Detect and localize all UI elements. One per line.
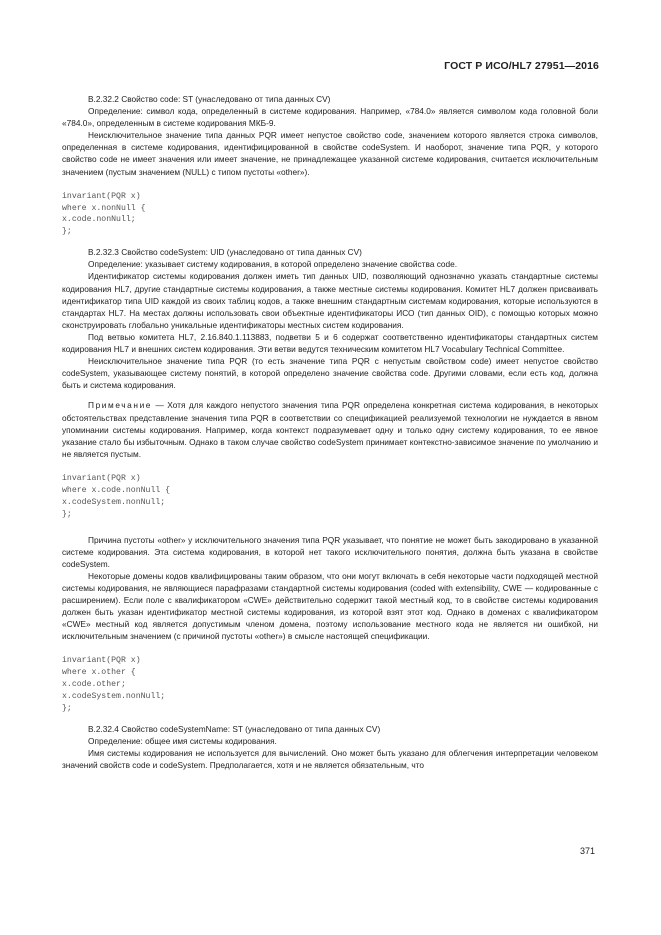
body-paragraph: Причина пустоты «other» у исключительного значения типа PQR указывает, что понятие не может быть закодировано в указанной системе кодирования. Эта система кодирования, в которой нет такого исключительного понятия, должна быть указана в свойстве codeSystem.	[62, 534, 598, 569]
code-line: invariant(PQR x)	[62, 656, 141, 666]
body-paragraph: Идентификатор системы кодирования должен иметь тип данных UID, позволяющий однозначно указать стандартные системы кодирования HL7, другие стандартные системы кодирования, а также местные системы кодирования. Комитет HL7 должен присваивать идентификатор типа UID каждой из своих таблиц кодов, а также внешним стандартным системам кодирования, которые используются в стандартах HL7. На местах должны использовать свои объектные идентификаторы ИСО (тип данных OID), с помощью которых можно сконструировать глобально уникальные идентификаторы местных систем кодирования.	[62, 271, 598, 330]
code-line: where x.other {	[62, 668, 136, 678]
page-number: 371	[580, 846, 596, 856]
body-paragraph: Имя системы кодирования не используется для вычислений. Оно может быть указано для облегчения интерпретации человеком значений свойств code и codeSystem. Предполагается, хотя и не является обязательным, что	[62, 748, 598, 771]
code-block	[62, 473, 598, 521]
definition-paragraph: Определение: символ кода, определенный в системе кодирования. Например, «784.0» является символом кода головной боли «784.0», определенным в системе кодирования МКБ-9.	[62, 106, 598, 129]
body-paragraph: Некоторые домены кодов квалифицированы таким образом, что они могут включать в себя некоторые части подходящей местной системы кодирования, не являющиеся парафразами стандартной системы кодирования (coded with extensibility, CWE — кодированные с расширением). Если поле с квалификатором «CWE» действительно содержит такой местный код, то в свойстве системы кодирования должен быть указан идентификатор местной системы кодирования, из которой взят этот код. Однако в доменах с квалификатором «CWE» местный код является допустимым членом домена, поэтому использование местного кода не является ни ошибкой, ни исключительным значением (с причиной пустоты «other») в смысле настоящей спецификации.	[62, 570, 598, 642]
body-paragraph: Неисключительное значение типа PQR (то есть значение типа PQR с непустым свойством code) имеет непустое свойство codeSystem, указывающее систему понятий, в которой определено значение свойства code. Другими словами, если есть код, должна быть и система кодирования.	[62, 356, 598, 391]
code-block	[62, 191, 598, 239]
document-header: ГОСТ Р ИСО/HL7 27951—2016	[444, 60, 599, 72]
note-paragraph	[62, 399, 598, 459]
code-line: where x.code.nonNull {	[62, 485, 171, 495]
page-content	[62, 93, 598, 771]
code-line: invariant(PQR x)	[62, 473, 141, 483]
body-paragraph: Неисключительное значение типа данных PQR имеет непустое свойство code, значением которого является строка символов, определенная в системе кодирования, идентифицированной в свойстве codeSystem. И наоборот, значение типа PQR, у которого свойство code не имеет значения или имеет значение, не принадлежащее указанной системе кодирования, считается исключительным значением (пустым значением (NULL) с типом пустоты «other»).	[62, 130, 598, 177]
code-block	[62, 655, 598, 715]
note-text: — Хотя для каждого непустого значения типа PQR определена конкретная система кодирования, в некоторых обстоятельствах представление значения типа PQR в соответствии со спецификацией реализуемой технологии не нуждается в явном упоминании системы кодирования. Например, когда контекст подразумевает одну и только одну систему кодирования, то ее явное указание стало бы избыточным. Однако в таком случае свойство codeSystem принимает контекстно-зависимое значение по умолчанию и не является пустым.	[62, 400, 598, 459]
code-line: };	[62, 703, 72, 713]
section-heading: B.2.32.4 Свойство codeSystemName: ST (унаследовано от типа данных CV)	[88, 723, 381, 734]
code-line: invariant(PQR x)	[62, 191, 141, 201]
section-heading: B.2.32.3 Свойство codeSystem: UID (унаследовано от типа данных CV)	[88, 247, 362, 258]
section-heading: B.2.32.2 Свойство code: ST (унаследовано от типа данных CV)	[88, 94, 331, 104]
code-line: x.codeSystem.nonNull;	[62, 692, 166, 702]
code-line: x.code.other;	[62, 680, 126, 690]
code-line: };	[62, 509, 72, 519]
code-line: };	[62, 227, 72, 237]
code-line: x.code.nonNull;	[62, 215, 136, 225]
body-paragraph: Под ветвью комитета HL7, 2.16.840.1.113883, подветви 5 и 6 содержат соответственно идентификаторы стандартных систем кодирования HL7 и внешних систем кодирования. Эти ветви ведутся техническим комитетом HL7 Vocabulary Technical Committee.	[62, 331, 598, 355]
code-line: x.codeSystem.nonNull;	[62, 497, 166, 507]
note-label: Примечание	[88, 400, 153, 411]
code-line: where x.nonNull {	[62, 203, 146, 213]
definition-paragraph: Определение: общее имя системы кодирования.	[88, 735, 277, 746]
definition-paragraph: Определение: указывает систему кодирования, в которой определено значение свойства code.	[88, 259, 458, 270]
